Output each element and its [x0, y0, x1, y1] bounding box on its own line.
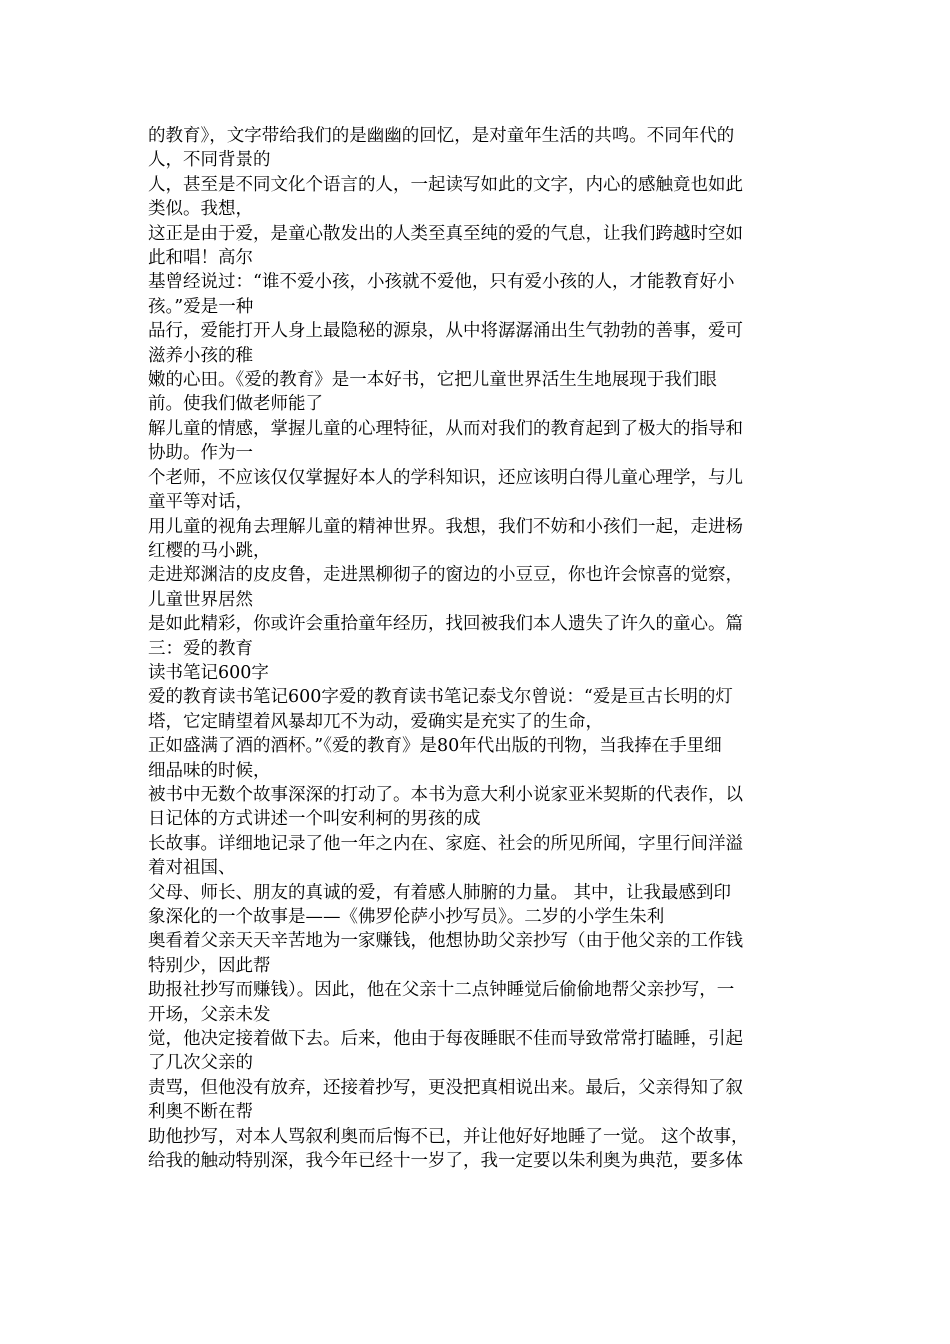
text-line: 嫩的心田。《爱的教育》是一本好书，它把儿童世界活生生地展现于我们眼 — [148, 370, 717, 391]
text-line: 读书笔记600字 — [148, 662, 269, 683]
text-line: 孩。”爱是一种 — [148, 296, 254, 317]
text-line: 特别少，因此帮 — [148, 955, 271, 976]
text-line: 细品味的时候， — [148, 760, 271, 781]
text-line: 此和唱！高尔 — [148, 248, 253, 269]
text-line: 红樱的马小跳， — [148, 540, 271, 561]
text-line: 开场，父亲未发 — [148, 1004, 271, 1025]
text-line: 品行，爱能打开人身上最隐秘的源泉，从中将潺潺涌出生气勃勃的善事，爱可 — [148, 321, 743, 342]
text-line: 助报社抄写而赚钱）。因此，他在父亲十二点钟睡觉后偷偷地帮父亲抄写，一 — [148, 980, 735, 1001]
text-line: 这正是由于爱，是童心散发出的人类至真至纯的爱的气息，让我们跨越时空如 — [148, 223, 743, 244]
text-line: 爱的教育读书笔记600字爱的教育读书笔记泰戈尔曾说：“爱是亘古长明的灯 — [148, 687, 733, 708]
text-line: 正如盛满了酒的酒杯。”《爱的教育》是80年代出版的刊物，当我捧在手里细 — [148, 736, 722, 757]
body-text — [148, 124, 808, 1173]
text-line: 个老师，不应该仅仅掌握好本人的学科知识，还应该明白得儿童心理学，与儿 — [148, 467, 743, 488]
text-line: 解儿童的情感，掌握儿童的心理特征，从而对我们的教育起到了极大的指导和 — [148, 418, 743, 439]
text-line: 基曾经说过：“谁不爱小孩，小孩就不爱他，只有爱小孩的人，才能教育好小 — [148, 272, 735, 293]
text-line: 人，不同背景的 — [148, 150, 271, 171]
text-line: 协助。作为一 — [148, 443, 253, 464]
text-line: 是如此精彩，你或许会重拾童年经历，找回被我们本人遗失了许久的童心。篇 — [148, 614, 743, 635]
text-line: 日记体的方式讲述一个叫安利柯的男孩的成 — [148, 809, 481, 830]
text-line: 走进郑渊洁的皮皮鲁，走进黑柳彻子的窗边的小豆豆，你也许会惊喜的觉察， — [148, 565, 743, 586]
text-line: 儿童世界居然 — [148, 589, 253, 610]
text-line: 三：爱的教育 — [148, 638, 253, 659]
text-line: 觉，他决定接着做下去。后来，他由于每夜睡眠不佳而导致常常打瞌睡，引起 — [148, 1029, 743, 1050]
text-line: 奥看着父亲天天辛苦地为一家赚钱，他想协助父亲抄写（由于他父亲的工作钱 — [148, 931, 743, 952]
text-line: 了几次父亲的 — [148, 1053, 253, 1074]
text-line: 责骂，但他没有放弃，还接着抄写，更没把真相说出来。最后，父亲得知了叙 — [148, 1077, 743, 1098]
text-line: 象深化的一个故事是——《佛罗伦萨小抄写员》。二岁的小学生朱利 — [148, 907, 665, 927]
text-line: 童平等对话， — [148, 492, 253, 513]
text-line: 滋养小孩的稚 — [148, 345, 253, 366]
text-line: 用儿童的视角去理解儿童的精神世界。我想，我们不妨和小孩们一起，走进杨 — [148, 516, 743, 537]
text-line: 给我的触动特别深，我今年已经十一岁了，我一定要以朱利奥为典范，要多体 — [148, 1151, 743, 1172]
text-line: 塔，它定睛望着风暴却兀不为动，爱确实是充实了的生命， — [148, 711, 603, 732]
text-line: 着对祖国、 — [148, 858, 236, 879]
text-line: 被书中无数个故事深深的打动了。本书为意大利小说家亚米契斯的代表作，以 — [148, 784, 743, 805]
text-line: 长故事。详细地记录了他一年之内在、家庭、社会的所见所闻，字里行间洋溢 — [148, 833, 743, 854]
text-line: 助他抄写，对本人骂叙利奥而后悔不已，并让他好好地睡了一觉。 这个故事， — [148, 1126, 749, 1147]
text-line: 类似。我想， — [148, 199, 253, 220]
text-line: 前。使我们做老师能了 — [148, 394, 323, 415]
text-line: 父母、师长、朋友的真诚的爱，有着感人肺腑的力量。 其中，让我最感到印 — [148, 882, 732, 903]
text-line: 的教育》，文字带给我们的是幽幽的回忆，是对童年生活的共鸣。不同年代的 — [148, 126, 735, 146]
text-line: 利奥不断在帮 — [148, 1102, 253, 1123]
text-line: 人，甚至是不同文化个语言的人，一起读写如此的文字，内心的感触竟也如此 — [148, 174, 743, 195]
